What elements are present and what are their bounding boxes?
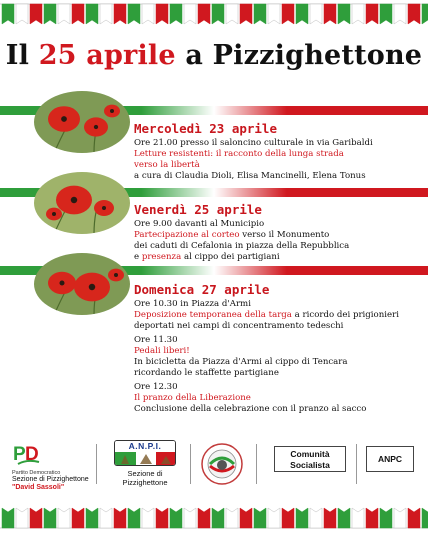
svg-text:P: P (13, 444, 26, 465)
event-lines (134, 219, 424, 263)
pennant (408, 4, 420, 24)
pennant (72, 508, 84, 528)
pd-party-name: Partito Democratico (12, 470, 61, 476)
pennant (324, 4, 336, 24)
event-text: Ore 9.00 davanti al Municipio (134, 219, 265, 229)
pennant (338, 508, 350, 528)
pennant (282, 4, 294, 24)
divider (356, 444, 357, 484)
pennant (58, 508, 70, 528)
pd-section-name: "David Sassoli" (12, 484, 65, 491)
pennant (282, 508, 294, 528)
highlight-text: verso la libertà (134, 160, 200, 170)
event-text: Conclusione della celebrazione con il pranzo al sacco (134, 404, 367, 414)
pennant (184, 4, 196, 24)
flag-bunting-top (0, 0, 428, 28)
event-line (134, 149, 424, 160)
pennant (86, 4, 98, 24)
event-line (134, 138, 424, 149)
pennant (380, 4, 392, 24)
pennant (30, 4, 42, 24)
event-line (134, 357, 424, 368)
pd-mark-icon (12, 440, 42, 470)
pennant (170, 508, 182, 528)
event-line (134, 321, 424, 332)
pennant (198, 4, 210, 24)
pennant (142, 508, 154, 528)
event-line (134, 310, 424, 321)
event-text: verso il Monumento (239, 230, 330, 240)
pennant (268, 4, 280, 24)
event-section-friday (134, 202, 424, 263)
pennant (212, 508, 224, 528)
pennant (380, 508, 392, 528)
event-line (134, 171, 424, 182)
highlight-text: Partecipazione al corteo (134, 230, 240, 240)
pennant (254, 508, 266, 528)
pennant (226, 508, 238, 528)
event-text: a cura di Claudia Dioli, Elisa Mancinelli, Elena Tonus (134, 171, 366, 181)
event-text: deportati nei campi di concentramento tedeschi (134, 321, 344, 331)
pennant (296, 4, 308, 24)
pennant (2, 508, 14, 528)
highlight-text: presenza (141, 252, 182, 262)
pennant (394, 4, 406, 24)
event-text: a ricordo dei prigionieri (291, 310, 399, 320)
event-line (134, 393, 424, 404)
event-text: ricordando le staffette partigiane (134, 368, 279, 378)
event-text: Ore 11.30 (134, 335, 178, 345)
comunita-socialista-logo (274, 446, 346, 472)
page-title (0, 40, 428, 71)
pennant (44, 4, 56, 24)
event-line (134, 241, 424, 252)
highlight-text: Deposizione temporanea della targa (134, 310, 292, 320)
pennant (324, 508, 336, 528)
pennant (338, 4, 350, 24)
pennant (2, 4, 14, 24)
highlight-text: Pedali liberi! (134, 346, 190, 356)
anpi-badge-icon (114, 440, 176, 466)
pennant (212, 4, 224, 24)
pennant (394, 508, 406, 528)
event-lines (134, 299, 424, 415)
pennant (296, 508, 308, 528)
event-line (134, 160, 424, 171)
pd-section: Sezione di Pizzighettone (12, 476, 89, 483)
flag-bunting-bottom (0, 504, 428, 532)
event-text: Ore 12.30 (134, 382, 178, 392)
pennant (352, 4, 364, 24)
divider (190, 444, 191, 484)
event-section-wednesday (134, 121, 424, 182)
pennant (114, 4, 126, 24)
divider (96, 444, 97, 484)
poppy-image (34, 91, 130, 153)
event-line (134, 382, 424, 393)
anpc-logo (366, 446, 414, 472)
event-day: Mercoledì 23 aprile (134, 121, 277, 136)
pennant (408, 508, 420, 528)
pennant (142, 4, 154, 24)
title-highlight: 25 aprile (38, 40, 176, 71)
event-text: dei caduti di Cefalonia in piazza della Repubblica (134, 241, 350, 251)
sponsor-logos (0, 440, 428, 500)
pennant (114, 508, 126, 528)
pennant (184, 508, 196, 528)
pennant (352, 508, 364, 528)
anpc-label: ANPC (377, 454, 403, 464)
pennant (422, 508, 428, 528)
anpi-title: A.N.P.I. (115, 441, 175, 451)
pennant (226, 4, 238, 24)
pennant (366, 508, 378, 528)
pennant (254, 4, 266, 24)
anpi-section: Sezione di Pizzighettone (122, 469, 168, 487)
pennant (170, 4, 182, 24)
pennant (240, 508, 252, 528)
pennant (310, 508, 322, 528)
event-section-sunday (134, 282, 424, 415)
pennant (268, 508, 280, 528)
svg-text:D: D (25, 444, 39, 465)
event-text: al cippo dei partigiani (181, 252, 280, 262)
pennant (100, 508, 112, 528)
pennant (310, 4, 322, 24)
event-lines (134, 138, 424, 182)
pennant (16, 508, 28, 528)
pennant (128, 508, 140, 528)
event-line (134, 252, 424, 263)
event-line (134, 346, 424, 357)
event-text: In bicicletta da Piazza d'Armi al cippo di Tencara (134, 357, 348, 367)
title-prefix: Il (5, 40, 39, 71)
event-line (134, 299, 424, 310)
pennant (86, 508, 98, 528)
event-day: Domenica 27 aprile (134, 282, 270, 297)
pennant (422, 4, 428, 24)
event-line (134, 404, 424, 415)
event-line (134, 219, 424, 230)
divider (256, 444, 257, 484)
pennant (156, 508, 168, 528)
anpi-logo (104, 440, 186, 487)
event-line (134, 230, 424, 241)
comunita-line1: Comunità (290, 449, 330, 459)
pennant (198, 508, 210, 528)
pennant (100, 4, 112, 24)
pennant (58, 4, 70, 24)
event-text: e (134, 252, 142, 262)
title-suffix: a Pizzighettone (175, 40, 423, 71)
event-text: Ore 21.00 presso il saloncino culturale in via Garibaldi (134, 138, 373, 148)
pennant (240, 4, 252, 24)
highlight-text: Il pranzo della Liberazione (134, 393, 251, 403)
event-line (134, 335, 424, 346)
pennant (156, 4, 168, 24)
event-day: Venerdì 25 aprile (134, 202, 262, 217)
pd-logo (12, 440, 102, 491)
pennant (366, 4, 378, 24)
pennant (128, 4, 140, 24)
poppy-image (34, 253, 130, 315)
poppy-image (34, 172, 130, 234)
highlight-text: Letture resistenti: il racconto della lunga strada (134, 149, 344, 159)
comunita-line2: Socialista (290, 460, 330, 470)
commemorative-seal-icon (200, 442, 244, 490)
pennant (72, 4, 84, 24)
event-text: Ore 10.30 in Piazza d'Armi (134, 299, 251, 309)
pennant (30, 508, 42, 528)
pennant (44, 508, 56, 528)
pennant (16, 4, 28, 24)
event-line (134, 368, 424, 379)
